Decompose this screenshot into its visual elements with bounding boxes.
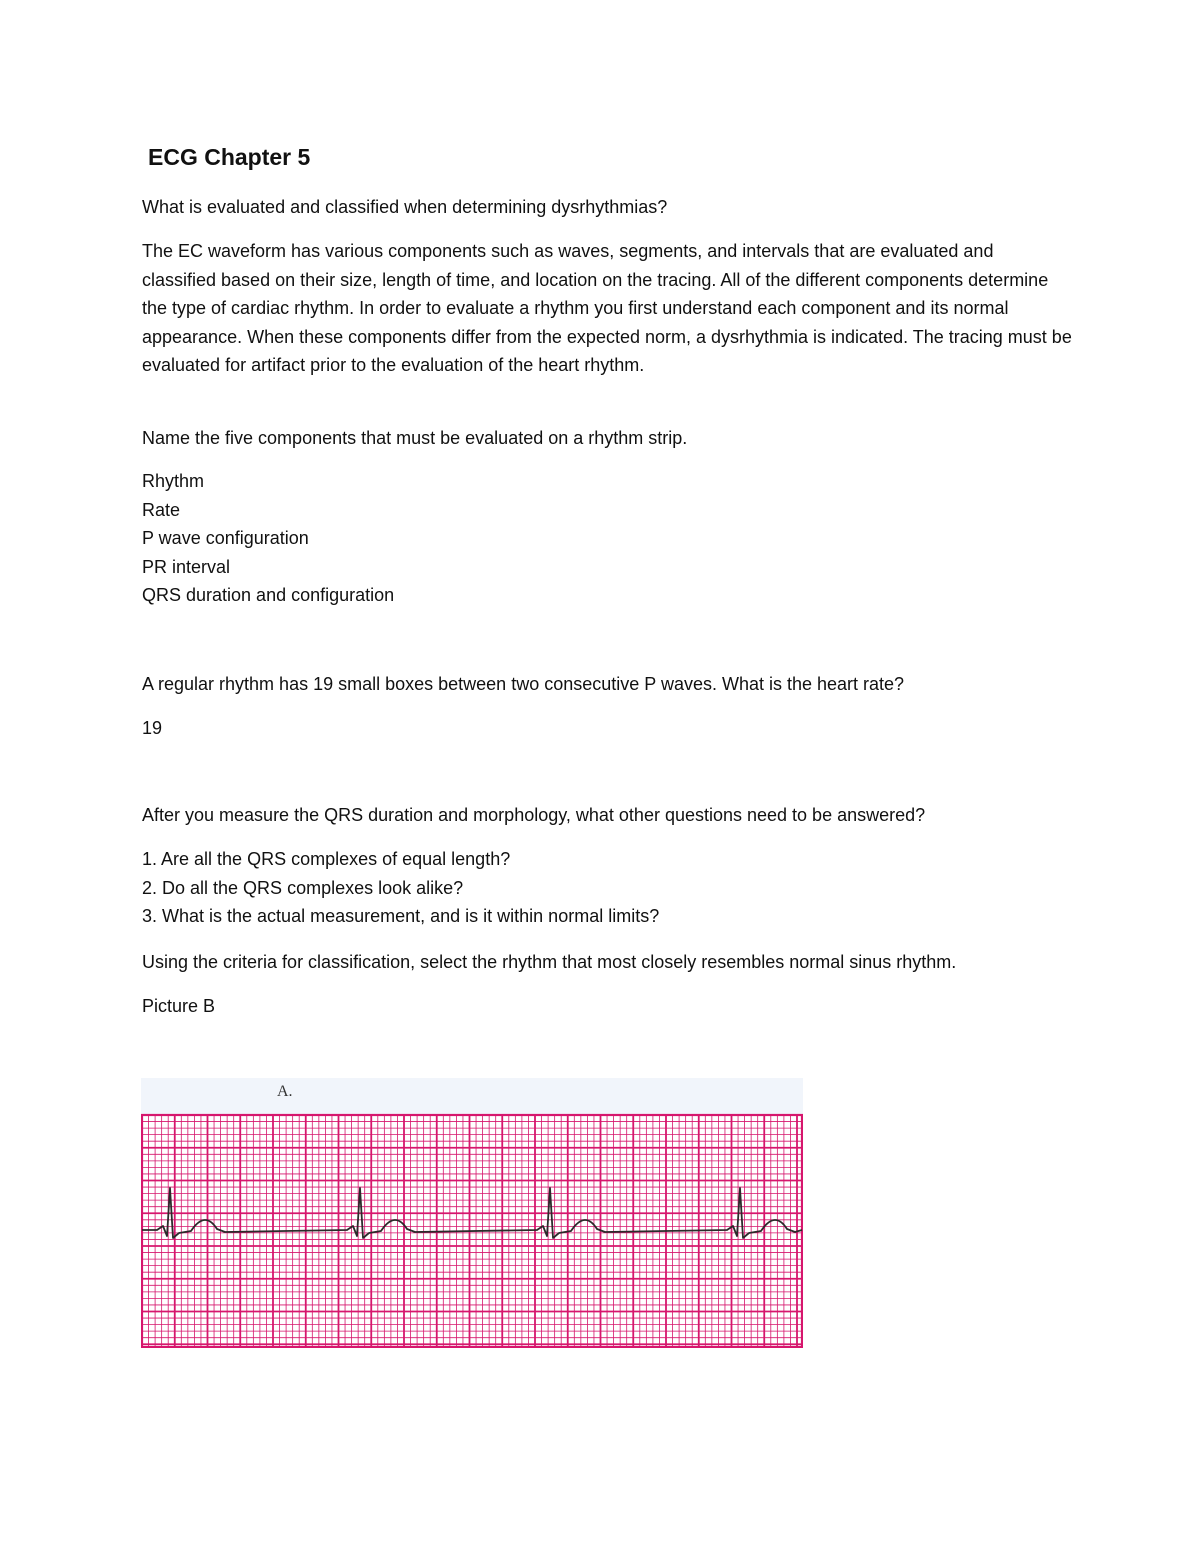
list-item: Rhythm <box>142 471 205 491</box>
list-item: 2. Do all the QRS complexes look alike? <box>142 877 464 898</box>
question-4: After you measure the QRS duration and morphology, what other questions need to be answered? <box>142 805 926 825</box>
components-list <box>142 467 1072 610</box>
ecg-strip-image <box>141 1078 803 1348</box>
answer-3: 19 <box>142 718 163 738</box>
qrs-questions-list <box>142 845 1072 931</box>
page-title: ECG Chapter 5 <box>148 144 311 170</box>
list-item: P wave configuration <box>142 528 309 549</box>
question-1: What is evaluated and classified when determining dysrhythmias? <box>142 197 668 217</box>
answer-5: Picture B <box>142 996 216 1016</box>
list-item: QRS duration and configuration <box>142 585 395 606</box>
question-5: Using the criteria for classification, select the rhythm that most closely resembles normal sinus rhythm. <box>142 952 957 972</box>
list-item: PR interval <box>142 556 231 577</box>
list-item: 3. What is the actual measurement, and is it within normal limits? <box>142 906 660 927</box>
ecg-rhythm-strip <box>141 1078 803 1348</box>
strip-label: A. <box>277 1083 293 1100</box>
strip-header <box>141 1078 803 1114</box>
answer-1: The EC waveform has various components such as waves, segments, and intervals that are evaluated and classified based on their size, length of time, and location on the tracing. All of the different components determine the type of cardiac rhythm. In order to evaluate a rhythm you first understand each component and its normal appearance. When these components differ from the expected norm, a dysrhythmia is indicated. The tracing must be evaluated for artifact prior to the evaluation of the heart rhythm. <box>142 241 1072 376</box>
question-2: Name the five components that must be evaluated on a rhythm strip. <box>142 428 688 448</box>
list-item: 1. Are all the QRS complexes of equal length? <box>142 849 511 869</box>
question-3: A regular rhythm has 19 small boxes between two consecutive P waves. What is the heart rate? <box>142 674 905 694</box>
list-item: Rate <box>142 499 181 520</box>
